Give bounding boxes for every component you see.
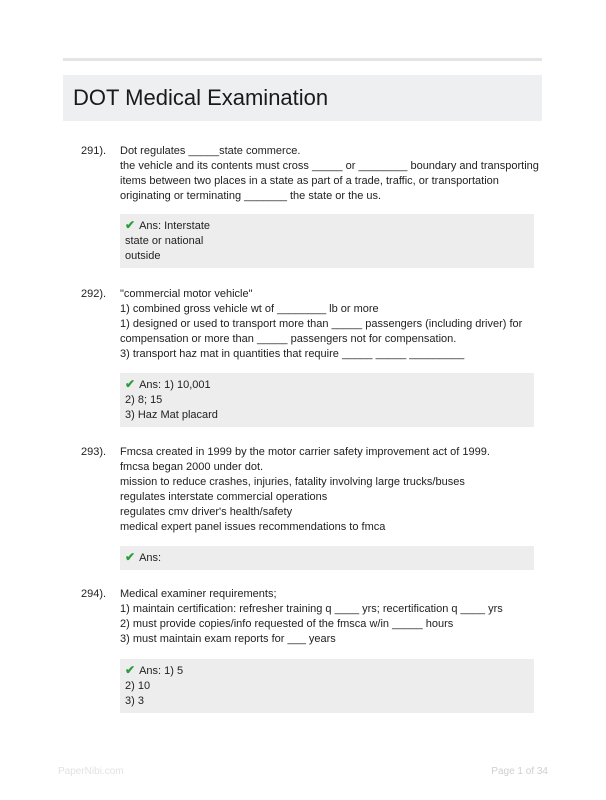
answer-line: Ans: Interstate: [139, 220, 210, 232]
answer-line: 3) 3: [125, 695, 144, 707]
question-line: Medical examiner requirements;: [120, 588, 277, 600]
question-number: 291).: [81, 145, 107, 157]
checkmark-icon: ✔: [125, 218, 136, 232]
question-line: 2) must provide copies/info requested of the fmsca w/in _____ hours: [120, 618, 454, 630]
question-line: Dot regulates _____state commerce.: [120, 145, 301, 157]
checkmark-icon: ✔: [125, 377, 136, 391]
page-number: Page 1 of 34: [491, 766, 548, 777]
answer-line: 2) 10: [125, 680, 151, 692]
question-line: 3) transport haz mat in quantities that require _____ _____ _________: [120, 348, 465, 360]
question-line: 1) combined gross vehicle wt of ________ lb or more: [120, 303, 379, 315]
top-divider: [63, 58, 542, 61]
question-line: Fmcsa created in 1999 by the motor carrier safety improvement act of 1999.: [120, 446, 490, 458]
answer-box-293: [120, 546, 534, 570]
question-line: "commercial motor vehicle": [120, 288, 253, 300]
question-line: originating or terminating _______ the state or the us.: [120, 190, 382, 202]
question-text: [120, 445, 540, 535]
answer-line: Ans: 1) 5: [139, 665, 184, 677]
question-line: the vehicle and its contents must cross _____ or ________ boundary and transporting: [120, 160, 539, 172]
question-number: 293).: [81, 446, 107, 458]
title-bar: [63, 75, 542, 121]
question-line: regulates cmv driver's health/safety: [120, 506, 293, 518]
page-title: DOT Medical Examination: [73, 85, 329, 110]
answer-line: 3) Haz Mat placard: [125, 409, 218, 421]
checkmark-icon: ✔: [125, 550, 136, 564]
question-line: 3) must maintain exam reports for ___ years: [120, 633, 336, 645]
question-line: items between two places in a state as part of a trade, traffic, or transportation: [120, 175, 499, 187]
question-number: 294).: [81, 588, 107, 600]
question-line: 1) maintain certification: refresher training q ____ yrs; recertification q ____ yrs: [120, 603, 503, 615]
answer-line: Ans: 1) 10,001: [139, 379, 211, 391]
footer-watermark: PaperNibi.com: [58, 766, 124, 777]
answer-line: 2) 8; 15: [125, 394, 163, 406]
question-line: fmcsa began 2000 under dot.: [120, 461, 264, 473]
answer-line: outside: [125, 250, 161, 262]
answer-box-292: [120, 373, 534, 427]
question-line: medical expert panel issues recommendations to fmca: [120, 521, 386, 533]
answer-box-294: [120, 659, 534, 713]
answer-box-291: [120, 214, 534, 268]
answer-line: Ans:: [139, 552, 162, 564]
question-line: regulates interstate commercial operations: [120, 491, 328, 503]
checkmark-icon: ✔: [125, 663, 136, 677]
question-text: [120, 144, 540, 204]
answer-line: state or national: [125, 235, 204, 247]
question-line: compensation or more than _____ passengers not for compensation.: [120, 333, 457, 345]
question-line: mission to reduce crashes, injuries, fatality involving large trucks/buses: [120, 476, 465, 488]
question-text: [120, 587, 540, 647]
question-number: 292).: [81, 288, 107, 300]
question-line: 1) designed or used to transport more than _____ passengers (including driver) for: [120, 318, 523, 330]
question-text: [120, 287, 540, 362]
